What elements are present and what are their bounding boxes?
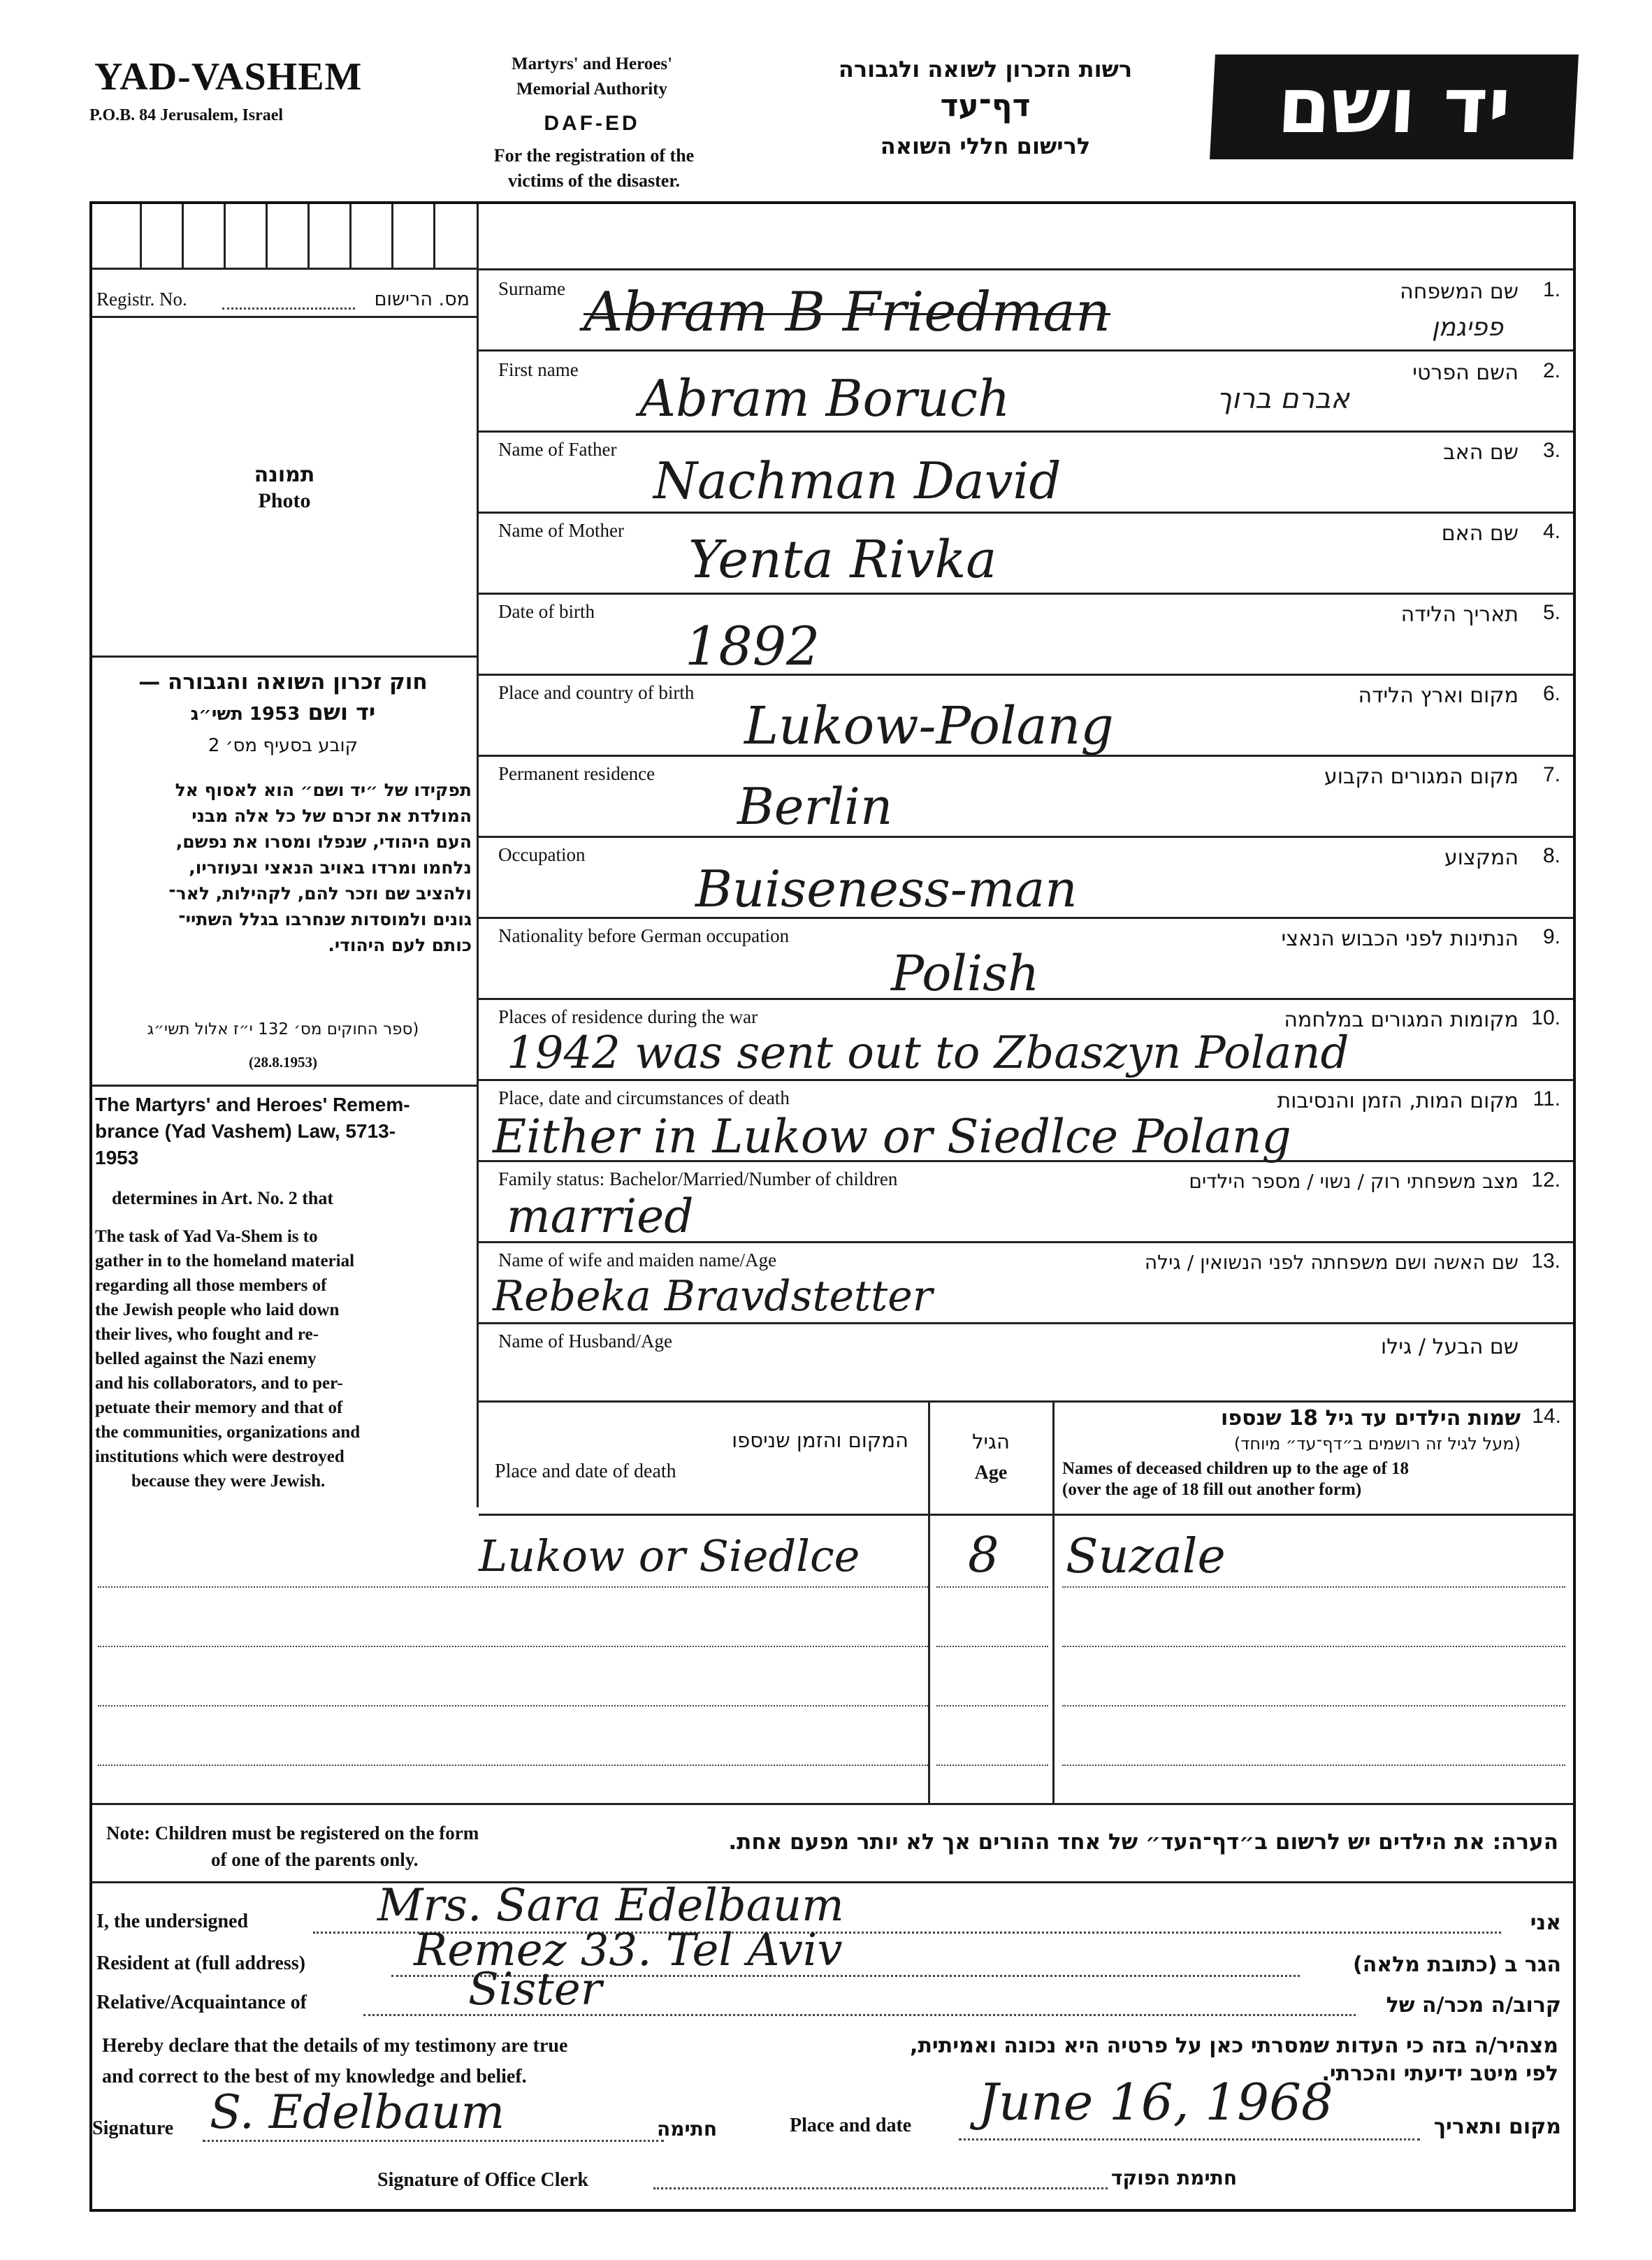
children-number: 14.: [1532, 1405, 1561, 1428]
field-value[interactable]: Either in Lukow or Siedlce Polang: [493, 1110, 1291, 1164]
law-heb-line: העם היהודי, שנפלו ומסרו את נפשם,: [175, 832, 472, 852]
field-number: 10.: [1531, 1006, 1560, 1029]
law-en-line: belled against the Nazi enemy: [95, 1349, 317, 1368]
law-en-title: [95, 1092, 410, 1171]
relative-heb: קרוב/ה מכר/ה של: [1386, 1993, 1561, 2018]
field-occupation: [479, 839, 1573, 917]
field-label-heb: מקום המות, הזמן והנסיבות: [1277, 1089, 1519, 1113]
law-en-title-line: brance (Yad Vashem) Law, 5713-: [95, 1120, 396, 1142]
field-family-status: [479, 1163, 1573, 1241]
field-permanent-residence: [479, 758, 1573, 836]
field-number: 3.: [1542, 439, 1560, 462]
field-label: Name of Mother: [498, 520, 624, 541]
law-en-line: because they were Jewish.: [131, 1472, 326, 1491]
children-title-heb: שמות הילדים עד גיל 18 שנספו: [1221, 1406, 1521, 1430]
law-en-line: the communities, organizations and: [95, 1423, 361, 1442]
law-heb-name: יד ושם: [307, 699, 376, 725]
form-name: DAF-ED: [544, 112, 640, 135]
field-label-heb: מקום וארץ הלידה: [1358, 683, 1519, 708]
field-value[interactable]: Lukow-Polang: [744, 696, 1114, 756]
field-label-heb: תאריך הלידה: [1400, 602, 1519, 627]
law-heb-article: קובע בסעיף מס׳ 2: [208, 735, 358, 756]
signature-heb: חתימה: [657, 2117, 718, 2141]
children-title-en-1: Names of deceased children up to the age of 18: [1062, 1459, 1410, 1478]
field-number: 7.: [1542, 763, 1560, 786]
field-surname: [479, 271, 1573, 349]
field-label: Places of residence during the war: [498, 1006, 758, 1027]
law-heb-title: חוק זכרון השואה והגבורה —: [138, 669, 428, 695]
field-label: Date of birth: [498, 601, 595, 622]
field-number: 5.: [1542, 601, 1560, 624]
org-address: P.O.B. 84 Jerusalem, Israel: [89, 106, 284, 124]
place-date-value[interactable]: June 16, 1968: [978, 2073, 1333, 2131]
field-husband: [479, 1325, 1573, 1400]
table-row: [479, 1516, 1573, 1586]
photo-heb: תמונה: [254, 463, 315, 487]
children-age-en: Age: [974, 1462, 1008, 1484]
law-heb-line: נלחמו ומרדו באויב הנאצי ובעוזריו,: [189, 857, 472, 878]
registr-heb: מס. הרישום: [374, 289, 470, 310]
law-heb-line: ולהציב שם וזכר להם, לקהילות, לאר־: [168, 883, 472, 904]
law-heb-yadvashem: [98, 699, 468, 725]
field-label: First name: [498, 359, 579, 380]
undersigned-label: I, the undersigned: [96, 1911, 249, 1932]
children-age-heb: הגיל: [972, 1430, 1010, 1454]
field-heb-note: אברם ברוך: [1217, 383, 1349, 415]
field-value[interactable]: Buiseness-man: [695, 860, 1078, 918]
yad-vashem-logo: [1210, 55, 1579, 159]
law-heb-line: גונים ולמוסדות שנחרבו בגלל השתיי־: [178, 909, 472, 929]
authority-line1: Martyrs' and Heroes': [511, 55, 673, 73]
photo-label: Photo: [258, 489, 311, 512]
field-value[interactable]: married: [507, 1189, 694, 1243]
child-name[interactable]: Suzale: [1066, 1529, 1226, 1584]
law-en-line: The task of Yad Va-Shem is to: [95, 1227, 318, 1246]
field-label: Family status: Bachelor/Married/Number of children: [498, 1168, 898, 1189]
field-label-heb: שם המשפחה: [1400, 280, 1519, 304]
children-col-divider-2: [1052, 1402, 1055, 1803]
logo-text: יד ושם: [1275, 61, 1514, 150]
field-label: Permanent residence: [498, 763, 655, 784]
field-number: 6.: [1542, 682, 1560, 705]
law-heb-year: 1953 תשי״ג: [190, 704, 300, 725]
field-label: Name of Father: [498, 439, 617, 460]
clerk-signature-heb: חתימת הפוקד: [1111, 2166, 1238, 2189]
hereby-heb-2: לפי מיטב ידיעתי והכרתי.: [1321, 2062, 1558, 2086]
field-value[interactable]: Abram B Friedman: [584, 281, 1111, 344]
authority-line2: Memorial Authority: [516, 80, 667, 99]
child-age[interactable]: 8: [968, 1526, 999, 1584]
place-date-heb: מקום ותאריך: [1433, 2115, 1561, 2139]
field-number: 8.: [1542, 844, 1560, 867]
field-label: Nationality before German occupation: [498, 925, 790, 946]
relative-value[interactable]: Sister: [468, 1964, 602, 2015]
field-label-heb: שם הבעל / גילו: [1381, 1335, 1519, 1359]
field-number: 4.: [1542, 520, 1560, 543]
law-heb-line: תפקידו של ״יד ושם״ הוא לאסוף אל: [175, 780, 472, 800]
law-en-line: petuate their memory and that of: [95, 1398, 343, 1417]
purpose-line2: victims of the disaster.: [507, 171, 680, 191]
field-value[interactable]: Abram Boruch: [639, 369, 1010, 428]
field-wife: [479, 1244, 1573, 1322]
org-title: YAD-VASHEM: [94, 55, 363, 99]
field-number: 12.: [1531, 1168, 1560, 1191]
field-value[interactable]: Yenta Rivka: [688, 530, 997, 590]
field-mother: [479, 514, 1573, 593]
resident-value[interactable]: Remez 33. Tel Aviv: [414, 1925, 843, 1976]
child-death-place[interactable]: Lukow or Siedlce: [479, 1530, 860, 1581]
children-sub-heb: (מעל לגיל זה רושמים ב״דף־עד״ מיוחד): [1233, 1434, 1521, 1454]
hereby-en-1: Hereby declare that the details of my testimony are true: [102, 2035, 568, 2057]
field-number: 1.: [1542, 278, 1560, 301]
field-label-heb: המקצוע: [1444, 846, 1519, 870]
field-label-heb: מקומות המגורים במלחמה: [1284, 1008, 1519, 1032]
law-en-line: the Jewish people who laid down: [95, 1301, 340, 1319]
field-value[interactable]: Polish: [891, 945, 1040, 1002]
field-value[interactable]: Nachman David: [653, 451, 1062, 510]
field-number: 13.: [1531, 1249, 1560, 1273]
field-value[interactable]: 1892: [685, 615, 820, 677]
field-number: 11.: [1533, 1087, 1560, 1110]
undersigned-heb: אני: [1530, 1911, 1561, 1935]
law-en-determines: determines in Art. No. 2 that: [112, 1188, 334, 1208]
law-en-title-line: 1953: [95, 1147, 139, 1168]
signature-label: Signature: [92, 2117, 174, 2139]
purpose-line1: For the registration of the: [493, 145, 695, 166]
children-place-heb: המקום והזמן שניספו: [732, 1428, 908, 1452]
law-date: (28.8.1953): [249, 1054, 317, 1071]
children-place-en: Place and date of death: [495, 1461, 676, 1482]
law-en-line: institutions which were destroyed: [95, 1447, 345, 1466]
heb-form-name: דף־עד: [940, 88, 1031, 124]
children-title-en-2: (over the age of 18 fill out another form): [1062, 1480, 1362, 1499]
law-en-line: gather in to the homeland material: [95, 1252, 355, 1270]
note-heb: הערה: את הילדים יש לרשום ב״דף־העד״ של אחד ההורים אך לא יותר מפעם אחת.: [728, 1830, 1558, 1855]
signature-value[interactable]: S. Edelbaum: [210, 2085, 505, 2139]
field-label-heb: השם הפרטי: [1412, 361, 1519, 385]
field-value[interactable]: Berlin: [737, 777, 893, 836]
field-label: Place, date and circumstances of death: [498, 1087, 790, 1108]
field-label: Surname: [498, 278, 565, 299]
law-en-title-line: The Martyrs' and Heroes' Remem-: [95, 1094, 410, 1115]
field-value[interactable]: 1942 was sent out to Zbaszyn Poland: [507, 1027, 1349, 1079]
field-place-of-birth: [479, 676, 1573, 755]
field-label-heb: מקום המגורים הקבוע: [1324, 765, 1519, 789]
field-label-heb: שם האב: [1443, 440, 1519, 465]
hereby-heb-1: מצהיר/ה בזה כי העדות שמסרתי כאן על פרטיה היא נכונה ואמיתית,: [910, 2034, 1558, 2058]
place-date-label: Place and date: [790, 2115, 912, 2136]
field-number: 9.: [1542, 925, 1560, 948]
field-label-heb: הנתינות לפני הכבוש הנאצי: [1281, 927, 1519, 951]
law-heb-line: כותם לעם היהודי.: [328, 935, 472, 955]
field-first-name: [479, 352, 1573, 430]
field-label: Occupation: [498, 844, 586, 865]
law-heb-body: [98, 780, 472, 961]
registration-boxes: [92, 204, 478, 270]
law-heb-ref: (ספר החוקים מס׳ 132 י״ז אלול תשי״ג: [147, 1020, 419, 1038]
law-en-body: [95, 1224, 472, 1493]
field-label: Place and country of birth: [498, 682, 695, 703]
field-death-place: [479, 1082, 1573, 1164]
field-father: [479, 433, 1573, 512]
law-en-line: and his collaborators, and to per-: [95, 1374, 343, 1393]
field-wartime-residence: [479, 1001, 1573, 1079]
law-heb-line: המולדת את זכרם של כל אלה מבני: [191, 806, 472, 826]
field-label: Name of Husband/Age: [498, 1331, 672, 1352]
field-number: 2.: [1542, 359, 1560, 382]
field-nationality: [479, 920, 1573, 1002]
field-label-heb: שם האשה ושם משפחתה לפני הנשואין / גילה: [1144, 1251, 1519, 1274]
note-en-1: Note: Children must be registered on the form: [106, 1823, 479, 1844]
field-date-of-birth: [479, 595, 1573, 677]
field-label: Name of wife and maiden name/Age: [498, 1249, 777, 1270]
heb-purpose: לרישום חללי השואה: [880, 133, 1091, 159]
hereby-en-2: and correct to the best of my knowledge and belief.: [102, 2066, 527, 2087]
field-heb-note: פפיגמן: [1431, 313, 1503, 342]
clerk-signature-label: Signature of Office Clerk: [377, 2169, 588, 2191]
heb-authority: רשות הזכרון לשואה ולגבורה: [838, 56, 1133, 82]
resident-label: Resident at (full address): [96, 1953, 305, 1974]
note-en-2: of one of the parents only.: [211, 1849, 419, 1870]
resident-heb: הגר ב (כתובת מלאה): [1352, 1953, 1561, 1977]
law-en-line: their lives, who fought and re-: [95, 1325, 319, 1344]
undersigned-value[interactable]: Mrs. Sara Edelbaum: [377, 1880, 844, 1932]
law-en-line: regarding all those members of: [95, 1276, 327, 1295]
registr-label: Registr. No.: [96, 289, 187, 310]
field-label-heb: שם האם: [1441, 521, 1519, 546]
field-value[interactable]: Rebeka Bravdstetter: [493, 1272, 933, 1321]
relative-label: Relative/Acquaintance of: [96, 1992, 307, 2013]
field-label-heb: מצב משפחתי רוק / נשוי / מספר הילדים: [1189, 1170, 1519, 1193]
